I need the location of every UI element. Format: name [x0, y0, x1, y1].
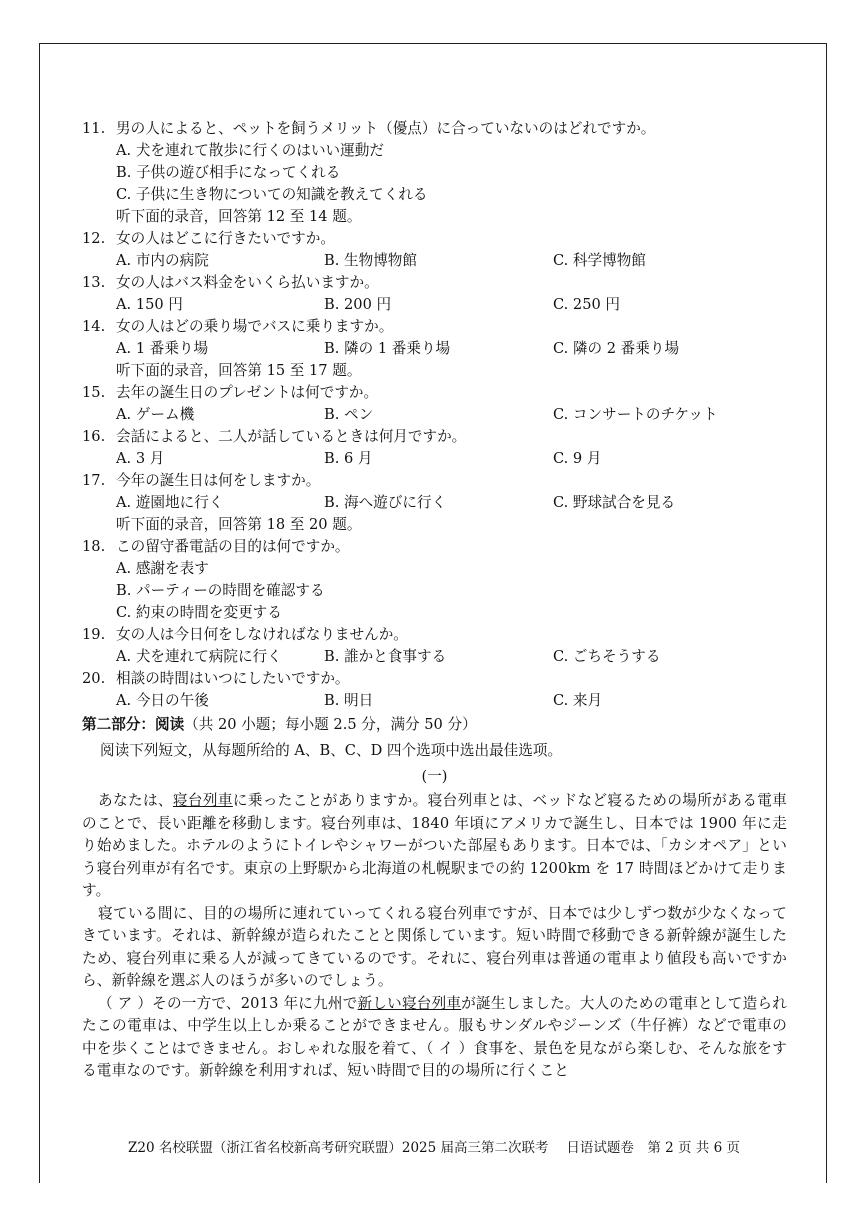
option-b: B. 200 円 [324, 296, 392, 313]
option-a: A. 150 円 [116, 296, 183, 313]
option-c: C. コンサートのチケット [553, 406, 718, 423]
question-18 [82, 536, 787, 558]
option-a: A. 遊園地に行く [116, 494, 224, 511]
options-row [82, 492, 787, 514]
option-c: C. 科学博物館 [553, 252, 646, 269]
option-a: A. 犬を連れて散歩に行くのはいい運動だ [116, 142, 384, 159]
question-number: 14. [82, 318, 106, 335]
paragraph-text: に乗ったことがありますか。寝台列車とは、ベッドなど寝るための場所がある電車のことで、長い距離を移動します。寝台列車は、1840 年頃にアメリカで誕生し、日本では 1900 年に走り始めました。ホテルのようにトイレやシャワーがついた部屋もあります。日本では、「カシオペア」という寝台列車が有名です。東京の上野駅から北海道の札幌駅までの約 1200km を 17 時間ほどかけて走ります。 [82, 792, 787, 899]
option-c: C. 隣の 2 番乗り場 [553, 340, 680, 357]
question-text: 相談の時間はいつにしたいですか。 [116, 670, 350, 687]
question-11 [82, 118, 787, 140]
question-text: 男の人によると、ペットを飼うメリット（優点）に合っていないのはどれですか。 [116, 120, 656, 137]
options-row [82, 294, 787, 316]
paragraph-text: が誕生しました。大人のための電車として造られたこの電車は、中学生以上しか乗ることができません。服もサンダルやジーンズ（牛仔裤）などで電車の中を歩くことはできません。おしゃれな服を着て、（ イ ）食事を、景色を見ながら楽しむ、そんな旅をする電車なのです。新幹線を利用すれば、短い時間で目的の場所に行くこと [82, 994, 788, 1079]
question-number: 12. [82, 230, 106, 247]
option-a: A. ゲーム機 [116, 406, 195, 423]
reading-instruction: 阅读下列短文，从每题所给的 A、B、C、D 四个选项中选出最佳选项。 [100, 742, 563, 759]
question-17 [82, 470, 787, 492]
underlined-term: 寝台列車 [172, 792, 233, 809]
options-row [82, 404, 787, 426]
exam-content [82, 118, 787, 1083]
options-row [82, 448, 787, 470]
option-a: A. 1 番乗り場 [116, 340, 209, 357]
option-b: B. ペン [324, 406, 374, 423]
option-a: A. 今日の午後 [116, 692, 209, 709]
option-b: B. 生物博物館 [324, 252, 417, 269]
listening-instruction: 听下面的录音，回答第 18 至 20 题。 [116, 516, 362, 533]
question-number: 13. [82, 274, 106, 291]
option-a: A. 3 月 [116, 450, 165, 467]
option-b: B. 明日 [324, 692, 374, 709]
question-15 [82, 382, 787, 404]
question-number: 19. [82, 626, 106, 643]
option-b: B. 隣の 1 番乗り場 [324, 340, 451, 357]
question-text: 会話によると、二人が話しているときは何月ですか。 [116, 428, 467, 445]
paragraph-text: （ ア ）その一方で、2013 年に九州で [98, 994, 358, 1012]
option-a: A. 犬を連れて病院に行く [116, 648, 282, 665]
option-b: B. 6 月 [324, 450, 373, 467]
section-heading [82, 712, 787, 738]
section-title: 第二部分：阅读 [82, 716, 185, 733]
page-footer: Z20 名校联盟（浙江省名校新高考研究联盟）2025 届高三第二次联考 日语试题卷 第 2 页 共 6 页 [128, 1140, 740, 1156]
question-text: この留守番電話の目的は何ですか。 [116, 538, 350, 555]
option-c: C. ごちそうする [553, 648, 661, 665]
passage-paragraph-2: 寝ている間に、目的の場所に連れていってくれる寝台列車ですが、日本では少しずつ数が少なくなってきています。それは、新幹線が造られたことと関係しています。短い時間で移動できる新幹線が誕生したため、寝台列車に乗る人が減ってきているのです。それに、寝台列車は普通の電車より値段も高いですから、新幹線を選ぶ人のほうが多いのでしょう。 [82, 904, 787, 989]
question-number: 20. [82, 670, 106, 687]
option-b: B. 子供の遊び相手になってくれる [116, 164, 341, 181]
passage-paragraph-3 [82, 993, 787, 1083]
option-a: A. 市内の病院 [116, 252, 209, 269]
question-text: 女の人は今日何をしなければなりませんか。 [116, 626, 408, 643]
option-c: C. 野球試合を見る [553, 494, 676, 511]
question-number: 15. [82, 384, 106, 401]
options-row [82, 690, 787, 712]
question-16 [82, 426, 787, 448]
question-number: 16. [82, 428, 106, 445]
options-row [82, 338, 787, 360]
question-text: 女の人はどこに行きたいですか。 [116, 230, 335, 247]
option-c: C. 約束の時間を変更する [116, 604, 282, 621]
options-row [82, 250, 787, 272]
option-a: A. 感謝を表す [116, 560, 209, 577]
paragraph-text: あなたは、 [98, 792, 173, 809]
section-note: （共 20 小题；每小题 2.5 分，满分 50 分） [184, 716, 477, 733]
option-b: B. パーティーの時間を確認する [116, 582, 325, 599]
question-number: 17. [82, 472, 106, 489]
option-c: C. 来月 [553, 692, 603, 709]
option-b: B. 誰かと食事する [324, 648, 447, 665]
passage-paragraph-1 [82, 790, 787, 903]
question-19 [82, 624, 787, 646]
underlined-term: 新しい寝台列車 [357, 994, 462, 1012]
question-20 [82, 668, 787, 690]
listening-instruction: 听下面的录音，回答第 15 至 17 题。 [116, 362, 362, 379]
question-14 [82, 316, 787, 338]
question-12 [82, 228, 787, 250]
question-text: 今年の誕生日は何をしますか。 [116, 472, 321, 489]
option-c: C. 子供に生き物についての知識を教えてくれる [116, 186, 428, 203]
question-13 [82, 272, 787, 294]
option-c: C. 250 円 [553, 296, 621, 313]
listening-instruction: 听下面的录音，回答第 12 至 14 题。 [116, 208, 362, 225]
passage-label: (一) [421, 768, 448, 785]
option-c: C. 9 月 [553, 450, 602, 467]
question-number: 11. [82, 120, 106, 137]
options-row [82, 646, 787, 668]
question-number: 18. [82, 538, 106, 555]
option-b: B. 海へ遊びに行く [324, 494, 447, 511]
question-text: 女の人はバス料金をいくら払いますか。 [116, 274, 379, 291]
question-text: 女の人はどの乗り場でバスに乗りますか。 [116, 318, 394, 335]
question-text: 去年の誕生日のプレゼントは何ですか。 [116, 384, 379, 401]
